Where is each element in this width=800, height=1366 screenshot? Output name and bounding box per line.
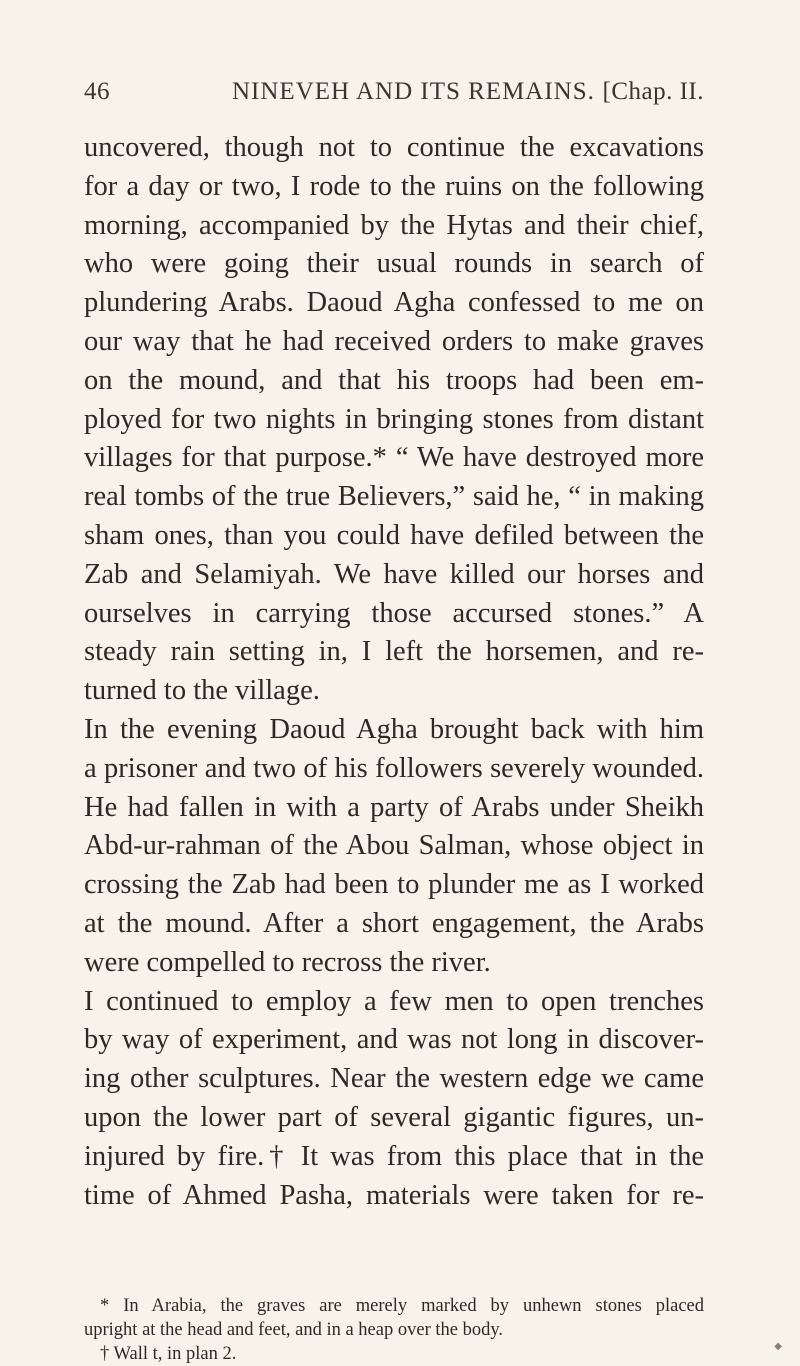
text-line: at the mound. After a short engagement, the Arabs <box>84 907 704 939</box>
footnotes <box>84 1294 704 1366</box>
footnote-line: † Wall t, in plan 2. <box>100 1344 237 1364</box>
text-line: real tombs of the true Believers,” said he, “ in making <box>84 481 704 513</box>
text-line: He had fallen in with a party of Arabs under Sheikh <box>84 791 704 823</box>
text-line: villages for that purpose.* “ We have destroyed more <box>84 442 704 474</box>
specks-mark: ◆ <box>774 1341 782 1352</box>
text-line: a prisoner and two of his followers severely wounded. <box>84 752 704 784</box>
text-line: time of Ahmed Pasha, materials were taken for re- <box>84 1179 704 1211</box>
text-line: sham ones, than you could have defiled between the <box>84 519 704 551</box>
text-line: crossing the Zab had been to plunder me as I worked <box>84 869 704 901</box>
book-title: NINEVEH AND ITS REMAINS. <box>232 78 595 105</box>
text-line: by way of experiment, and was not long in discover- <box>84 1024 704 1056</box>
text-line: turned to the village. <box>84 675 320 707</box>
text-line: In the evening Daoud Agha brought back with him <box>84 713 704 745</box>
text-line: Abd-ur-rahman of the Abou Salman, whose object in <box>84 830 704 862</box>
text-line: were compelled to recross the river. <box>84 946 491 978</box>
text-line: on the mound, and that his troops had been em- <box>84 364 704 396</box>
text-line: morning, accompanied by the Hytas and their chief, <box>84 209 704 241</box>
text-line: Zab and Selamiyah. We have killed our horses and <box>84 558 704 590</box>
text-line: steady rain setting in, I left the horsemen, and re- <box>84 636 704 668</box>
text-line: plundering Arabs. Daoud Agha confessed to me on <box>84 287 704 319</box>
text-line: ing other sculptures. Near the western edge we came <box>84 1063 704 1095</box>
text-line: who were going their usual rounds in search of <box>84 248 704 280</box>
text-line: ployed for two nights in bringing stones from distant <box>84 403 704 435</box>
text-line: I continued to employ a few men to open trenches <box>84 985 704 1017</box>
body-text <box>84 129 704 1215</box>
text-line: our way that he had received orders to make graves <box>84 325 704 357</box>
footnote-line: upright at the head and feet, and in a heap over the body. <box>84 1320 504 1340</box>
chapter-label: [Chap. II. <box>602 78 704 105</box>
page-number: 46 <box>84 78 110 105</box>
text-line: for a day or two, I rode to the ruins on the following <box>84 170 704 202</box>
running-head <box>84 78 704 112</box>
text-line: ourselves in carrying those accursed stones.” A <box>84 597 704 629</box>
text-line: injured by fire.† It was from this place that in the <box>84 1140 704 1172</box>
text-line: uncovered, though not to continue the excavations <box>84 132 704 163</box>
text-line: upon the lower part of several gigantic figures, un- <box>84 1101 704 1133</box>
footnote-line: * In Arabia, the graves are merely marked by unhewn stones placed <box>100 1296 704 1316</box>
